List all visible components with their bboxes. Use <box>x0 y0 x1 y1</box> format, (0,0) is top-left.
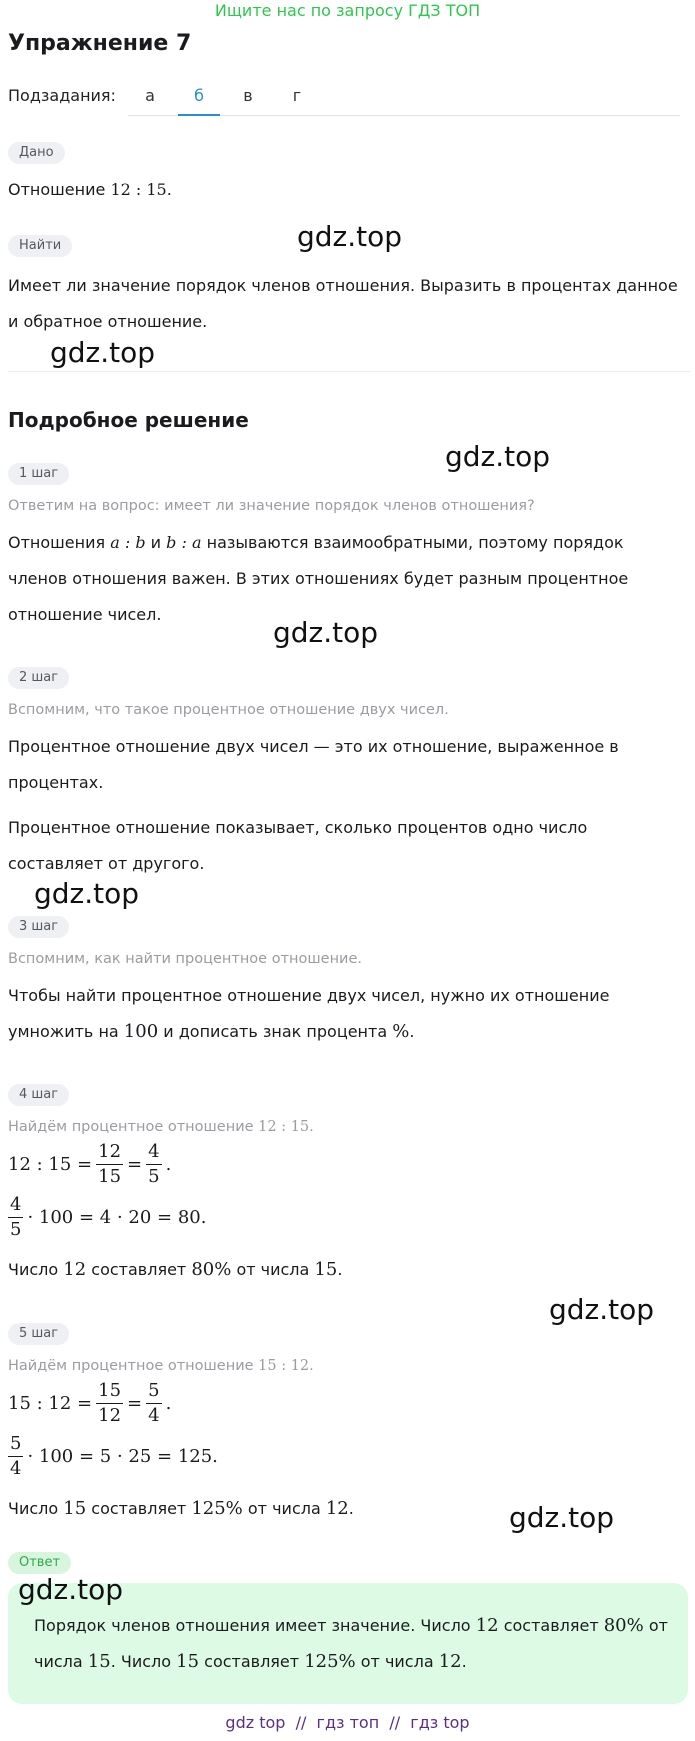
solution-title: Подробное решение <box>8 408 249 432</box>
fraction: $\frac{5}{4}$ <box>10 1433 22 1479</box>
watermark: gdz.top <box>297 220 403 253</box>
answer-chip: Ответ <box>8 1552 71 1574</box>
fraction: $\frac{12}{15}$ <box>98 1141 122 1187</box>
step3-text: Чтобы найти процентное отношение двух чисел, нужно их отношение умножить на 100 и дописать знак процента %. <box>8 986 610 1042</box>
step5-conclusion: Число 15 составляет 125% от числа 12. <box>8 1498 354 1519</box>
watermark: gdz.top <box>549 1293 655 1326</box>
fraction: $\frac{5}{4}$ <box>148 1380 160 1426</box>
step4-chip: 4 шаг <box>8 1084 69 1106</box>
step2-para1: Процентное отношение двух чисел — это их отношение, выраженное в процентах. <box>8 737 619 792</box>
step3-hint: Вспомним, как найти процентное отношение. <box>8 951 362 967</box>
find-text: Имеет ли значение порядок членов отношения. Выразить в процентах данное и обратное отношение. <box>8 276 678 331</box>
step1-chip: 1 шаг <box>8 463 69 485</box>
watermark: gdz.top <box>509 1501 615 1534</box>
tab-subtask-g[interactable]: г <box>292 86 302 105</box>
fraction: $\frac{15}{12}$ <box>98 1380 122 1426</box>
watermark: gdz.top <box>273 616 379 649</box>
subtasks-label: Подзадания: <box>8 86 116 105</box>
step4-equation-2: $\frac{4}{5}$ · 100 = 4 · 20 = 80. <box>10 1194 207 1240</box>
step2-hint: Вспомним, что такое процентное отношение двух чисел. <box>8 702 449 718</box>
step1-hint: Ответим на вопрос: имеет ли значение порядок членов отношения? <box>8 498 535 514</box>
fraction: $\frac{4}{5}$ <box>10 1194 22 1240</box>
watermark: gdz.top <box>50 336 156 369</box>
fraction: $\frac{4}{5}$ <box>148 1141 160 1187</box>
given-chip: Дано <box>8 142 65 164</box>
watermark: gdz.top <box>18 1573 124 1606</box>
watermark: gdz.top <box>445 440 551 473</box>
step2-chip: 2 шаг <box>8 667 69 689</box>
step4-equation-1: 12 : 15 = $\frac{12}{15}$ = $\frac{4}{5}$ . <box>8 1141 172 1187</box>
active-tab-indicator <box>178 114 220 116</box>
tab-subtask-b[interactable]: б <box>194 86 204 105</box>
find-chip: Найти <box>8 235 72 257</box>
step1-text: Отношения a : b и b : a называются взаимообратными, поэтому порядок членов отношения важен. В этих отношениях будет разным процентное отношение чисел. <box>8 533 629 624</box>
page-title: Упражнение 7 <box>8 31 192 56</box>
given-text: Отношение 12 : 15. <box>8 180 172 199</box>
answer-text: Порядок членов отношения имеет значение. Число 12 составляет 80% от числа 15. Число 15 составляет 125% от числа 12. <box>34 1615 668 1672</box>
step4-conclusion: Число 12 составляет 80% от числа 15. <box>8 1259 343 1280</box>
watermark: gdz.top <box>34 877 140 910</box>
search-hint: Ищите нас по запросу ГДЗ ТОП <box>214 1 481 20</box>
step2-para2: Процентное отношение показывает, сколько процентов одно число составляет от другого. <box>8 818 588 873</box>
tab-subtask-a[interactable]: а <box>145 86 155 105</box>
tab-subtask-v[interactable]: в <box>243 86 253 105</box>
step4-hint: Найдём процентное отношение 12 : 15. <box>8 1119 314 1135</box>
step5-chip: 5 шаг <box>8 1323 69 1345</box>
given-expr: 12 : 15 <box>110 180 167 199</box>
step3-chip: 3 шаг <box>8 916 69 938</box>
footer-links[interactable]: gdz top // гдз топ // гдз top <box>225 1713 470 1732</box>
step5-equation-1: 15 : 12 = $\frac{15}{12}$ = $\frac{5}{4}$ . <box>8 1380 172 1426</box>
step5-equation-2: $\frac{5}{4}$ · 100 = 5 · 25 = 125. <box>10 1433 218 1479</box>
step5-hint: Найдём процентное отношение 15 : 12. <box>8 1358 314 1374</box>
section-divider <box>8 371 690 372</box>
